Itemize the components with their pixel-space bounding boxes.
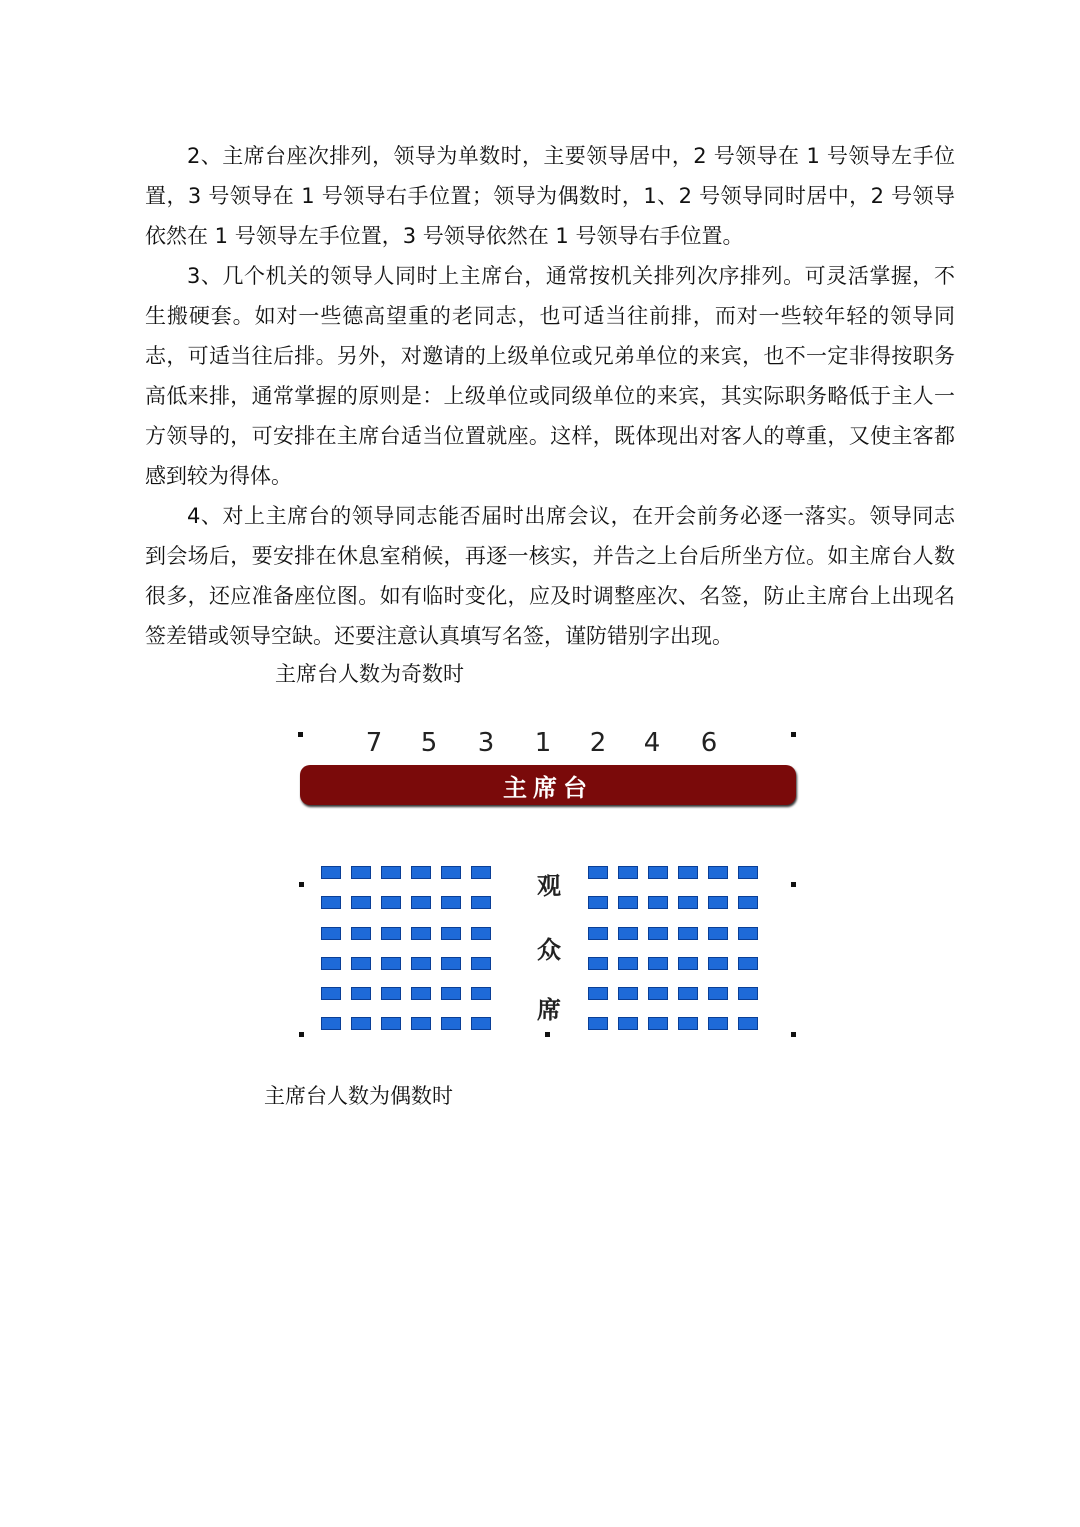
seat-row xyxy=(321,927,501,957)
corner-marker xyxy=(299,882,304,887)
audience-seat xyxy=(588,987,608,1000)
seat-row xyxy=(588,927,768,957)
audience-seat xyxy=(618,896,638,909)
audience-seat xyxy=(738,987,758,1000)
seat-row xyxy=(321,957,501,987)
audience-seat xyxy=(738,927,758,940)
stage-bar xyxy=(300,765,796,805)
audience-seat xyxy=(441,866,461,879)
audience-seats-left xyxy=(321,866,501,1048)
paragraph-3: 3、几个机关的领导人同时上主席台，通常按机关排列次序排列。可灵活掌握，不生搬硬套。如对一些德高望重的老同志，也可适当往前排，而对一些较年轻的领导同志，可适当往后排。另外，对邀请的上级单位或兄弟单位的来宾，也不一定非得按职务高低来排，通常掌握的原则是：上级单位或同级单位的来宾，其实际职务略低于主人一方领导的，可安排在主席台适当位置就座。这样，既体现出对客人的尊重，又使主客都感到较为得体。 xyxy=(145,264,955,488)
seat-row xyxy=(588,866,768,896)
audience-seat xyxy=(738,957,758,970)
audience-seat xyxy=(678,927,698,940)
audience-seat xyxy=(708,957,728,970)
audience-seat xyxy=(678,866,698,879)
audience-seat xyxy=(411,1017,431,1030)
audience-seat xyxy=(618,1017,638,1030)
seat-row xyxy=(588,896,768,926)
audience-seat xyxy=(321,987,341,1000)
audience-seat xyxy=(381,896,401,909)
audience-seat xyxy=(381,987,401,1000)
audience-seat xyxy=(381,957,401,970)
audience-seat xyxy=(648,866,668,879)
audience-seat xyxy=(588,866,608,879)
audience-seat xyxy=(351,1017,371,1030)
caption-odd-seating: 主席台人数为奇数时 xyxy=(275,662,464,686)
audience-seat xyxy=(648,987,668,1000)
audience-seat xyxy=(471,896,491,909)
audience-seat xyxy=(471,927,491,940)
audience-seat xyxy=(411,987,431,1000)
seat-row xyxy=(321,896,501,926)
audience-seat xyxy=(351,957,371,970)
audience-seat xyxy=(708,987,728,1000)
audience-seat xyxy=(441,927,461,940)
audience-seat xyxy=(381,866,401,879)
audience-seat xyxy=(471,1017,491,1030)
audience-seat xyxy=(351,927,371,940)
caption-even-seating: 主席台人数为偶数时 xyxy=(264,1084,453,1108)
audience-seat xyxy=(471,957,491,970)
audience-seat xyxy=(738,1017,758,1030)
audience-seat xyxy=(441,957,461,970)
audience-seat xyxy=(678,987,698,1000)
audience-seat xyxy=(708,927,728,940)
audience-seat xyxy=(588,957,608,970)
seat-row xyxy=(588,987,768,1017)
seating-diagram-odd xyxy=(290,718,810,1048)
audience-seat xyxy=(381,1017,401,1030)
audience-seat xyxy=(708,1017,728,1030)
audience-label-char: 众 xyxy=(537,935,561,964)
audience-seat xyxy=(648,957,668,970)
seat-row xyxy=(588,957,768,987)
audience-seat xyxy=(588,1017,608,1030)
audience-seat xyxy=(648,896,668,909)
audience-seat xyxy=(738,896,758,909)
seat-number: 5 xyxy=(420,728,438,758)
audience-seat xyxy=(411,896,431,909)
seat-row xyxy=(321,866,501,896)
corner-marker xyxy=(299,1032,304,1037)
corner-marker xyxy=(791,882,796,887)
audience-seat xyxy=(588,896,608,909)
audience-seat xyxy=(471,866,491,879)
audience-seat xyxy=(618,987,638,1000)
audience-seat xyxy=(708,866,728,879)
seat-row xyxy=(588,1017,768,1047)
audience-seat xyxy=(738,866,758,879)
audience-seat xyxy=(471,987,491,1000)
audience-seat xyxy=(321,866,341,879)
audience-seat xyxy=(678,896,698,909)
audience-seat xyxy=(351,987,371,1000)
audience-seats-right xyxy=(588,866,768,1048)
audience-label-char: 观 xyxy=(537,871,561,900)
stage-label: 主席台 xyxy=(503,772,593,802)
audience-seat xyxy=(321,927,341,940)
audience-seat xyxy=(351,896,371,909)
audience-label-char: 席 xyxy=(537,995,561,1024)
seat-row xyxy=(321,987,501,1017)
seat-number: 4 xyxy=(643,728,661,758)
seat-number: 3 xyxy=(477,728,495,758)
paragraph-4: 4、对上主席台的领导同志能否届时出席会议，在开会前务必逐一落实。领导同志到会场后，要安排在休息室稍候，再逐一核实，并告之上台后所坐方位。如主席台人数很多，还应准备座位图。如有临时变化，应及时调整座次、名签，防止主席台上出现名签差错或领导空缺。还要注意认真填写名签，谨防错别字出现。 xyxy=(145,504,955,648)
audience-seat xyxy=(351,866,371,879)
corner-marker xyxy=(791,732,796,737)
audience-seat xyxy=(708,896,728,909)
corner-marker xyxy=(791,1032,796,1037)
audience-seat xyxy=(678,1017,698,1030)
audience-seat xyxy=(411,866,431,879)
document-body xyxy=(145,136,955,656)
audience-seat xyxy=(441,987,461,1000)
audience-seat xyxy=(618,927,638,940)
corner-marker xyxy=(545,1032,550,1037)
seat-number: 6 xyxy=(700,728,718,758)
seat-number: 7 xyxy=(365,728,383,758)
audience-seat xyxy=(441,1017,461,1030)
audience-seat xyxy=(411,927,431,940)
audience-seat xyxy=(441,896,461,909)
audience-seat xyxy=(321,1017,341,1030)
audience-seat xyxy=(648,1017,668,1030)
audience-seat xyxy=(588,927,608,940)
corner-marker xyxy=(298,732,303,737)
seat-number: 2 xyxy=(589,728,607,758)
audience-seat xyxy=(648,927,668,940)
audience-seat xyxy=(678,957,698,970)
audience-seat xyxy=(381,927,401,940)
seat-row xyxy=(321,1017,501,1047)
paragraph-2: 2、主席台座次排列，领导为单数时，主要领导居中，2 号领导在 1 号领导左手位置，3 号领导在 1 号领导右手位置；领导为偶数时，1、2 号领导同时居中，2 号领导依然在 1 号领导左手位置，3 号领导依然在 1 号领导右手位置。 xyxy=(145,144,955,248)
audience-seat xyxy=(618,957,638,970)
audience-seat xyxy=(618,866,638,879)
audience-seat xyxy=(321,957,341,970)
audience-seat xyxy=(321,896,341,909)
seat-number: 1 xyxy=(534,728,552,758)
audience-seat xyxy=(411,957,431,970)
